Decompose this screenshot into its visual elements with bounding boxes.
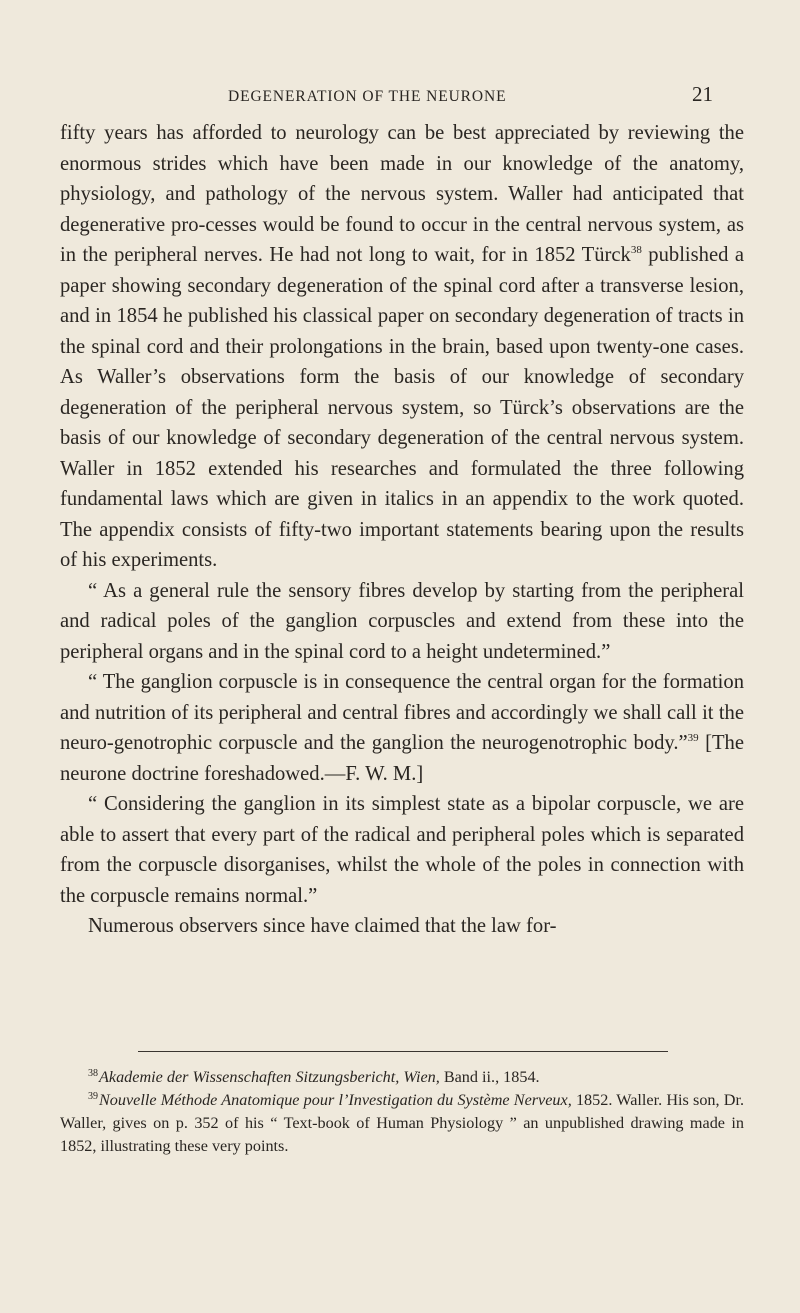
- paragraph-3-quote: [60, 667, 744, 789]
- body-text: [60, 118, 744, 942]
- footnote-39-title: Nouvelle Méthode Anatomique pour l’Investigation du Système Nerveux,: [99, 1091, 572, 1109]
- reference-39: 39: [687, 732, 699, 744]
- page-header: [0, 82, 800, 112]
- paragraph-1-text-a: fifty years has afforded to neurology can be best appreciated by reviewing the enormous strides which have been made in our knowledge of the anatomy, physiology, and pathology of the nervous system. Waller had anticipated that degenerative pro-cesses would be found to occur in the central nervous system, as in the peripheral nerves. He had not long to wait, for in 1852 Türck: [60, 122, 744, 266]
- paragraph-5: Numerous observers since have claimed that the law for-: [88, 915, 557, 937]
- reference-38: 38: [630, 244, 642, 256]
- footnote-38-details: Band ii., 1854.: [439, 1068, 540, 1086]
- paragraph-1: [60, 118, 744, 576]
- page-number: 21: [692, 82, 713, 106]
- footnotes: [60, 1066, 744, 1158]
- footnote-39: [60, 1089, 744, 1158]
- paragraph-1-text-b: published a paper showing secondary degeneration of the spinal cord after a transverse lesion, and in 1854 he published his classical paper on secondary degeneration of tracts in the spinal cord and their prolongations in the brain, based upon twenty-one cases. As Waller’s observations form the basis of our knowledge of secondary degeneration of the peripheral nervous system, so Türck’s observations are the basis of our knowledge of secondary degeneration of the central nervous system. Waller in 1852 extended his researches and formulated the three following fundamental laws which are given in italics in an appendix to the work quoted. The appendix consists of fifty-two important statements bearing upon the results of his experiments.: [60, 244, 744, 571]
- footnote-divider: [138, 1051, 668, 1052]
- paragraph-2-quote: “ As a general rule the sensory fibres develop by starting from the peripheral and radical poles of the ganglion corpuscles and extend from these into the peripheral organs and in the spinal cord to a height undetermined.”: [60, 579, 744, 663]
- running-head: DEGENERATION OF THE NEURONE: [228, 88, 507, 105]
- paragraph-3-text-a: “ The ganglion corpuscle is in consequence the central organ for the formation and nutrition of its peripheral and central fibres and accordingly we shall call it the neuro-genotrophic corpuscle and the ganglion the neurogenotrophic body.”: [60, 671, 744, 754]
- paragraph-3-text-b: [The neurone doctrine foreshadowed.—F. W. M.]: [60, 732, 744, 785]
- footnote-39-details: 1852. Waller. His son, Dr. Waller, gives on p. 352 of his “ Text-book of Human Physiology ” an unpublished drawing made in 1852, illustrating these very points.: [60, 1091, 744, 1155]
- footnote-38: [60, 1066, 744, 1089]
- paragraph-4-quote: “ Considering the ganglion in its simplest state as a bipolar corpuscle, we are able to assert that every part of the radical and peripheral poles which is separated from the corpuscle disorganises, whilst the whole of the poles in connection with the corpuscle remains normal.”: [60, 793, 744, 907]
- footnote-39-mark: 39: [88, 1091, 98, 1102]
- footnote-38-title: Akademie der Wissenschaften Sitzungsbericht, Wien,: [99, 1068, 440, 1086]
- footnote-38-mark: 38: [88, 1068, 98, 1079]
